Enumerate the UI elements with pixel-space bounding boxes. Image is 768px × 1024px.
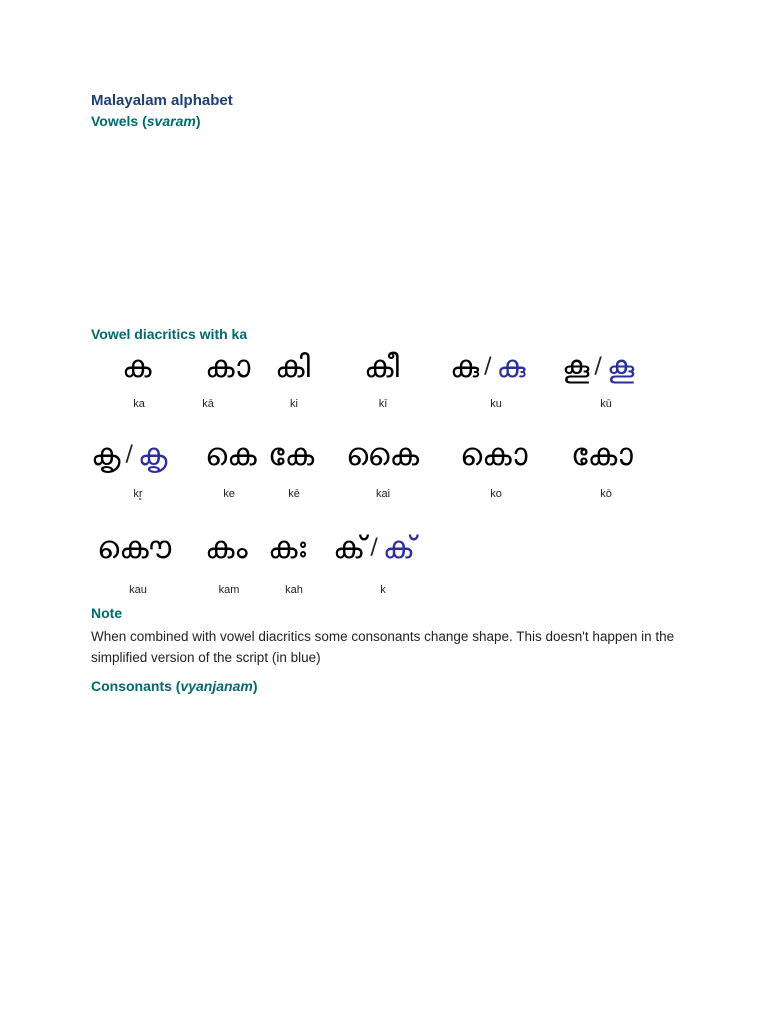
glyph-label: kā [202, 398, 214, 410]
glyph-base: ക [268, 437, 315, 473]
glyph-label: k [380, 584, 386, 596]
glyph-simplified: കൂ [606, 349, 635, 385]
consonants-heading: Consonants (vyanjanam) [91, 678, 258, 694]
glyph-separator: / [370, 535, 378, 560]
note-text: When combined with vowel diacritics some consonants change shape. This doesn't happen in the simplified version of the script (in blue) [91, 629, 675, 665]
glyph-kē [268, 437, 315, 473]
page-title: Malayalam alphabet [91, 92, 233, 109]
glyph-kū [562, 349, 635, 385]
glyph-simplified: കൃ [137, 437, 168, 473]
glyph-kam [205, 530, 248, 566]
note-heading: Note [91, 605, 123, 621]
glyph-label: ka [133, 398, 145, 410]
glyph-base: ക [571, 437, 633, 473]
glyph-label: kam [218, 584, 240, 596]
vowels-heading: Vowels (svaram) [91, 113, 201, 129]
glyph-base: ക [122, 349, 152, 385]
glyph-kī [364, 349, 400, 385]
glyph-label: ke [223, 488, 235, 500]
glyph-base: ക [346, 437, 420, 473]
glyph-base: കൃ [91, 437, 121, 473]
glyph-ki [275, 349, 311, 385]
glyph-k [333, 530, 416, 566]
glyph-label: kr̥ [133, 488, 143, 500]
glyph-base: ക [205, 349, 251, 385]
glyph-ke [205, 437, 257, 473]
glyph-kau [97, 530, 172, 566]
glyph-label: kau [129, 584, 147, 596]
glyph-simplified: കു [496, 349, 526, 385]
glyph-base: ക [268, 530, 307, 566]
glyph-base: ക [97, 530, 172, 566]
glyph-ku [450, 349, 526, 385]
glyph-base: ക [460, 437, 528, 473]
glyph-label: ku [490, 398, 502, 410]
glyph-label: kī [378, 398, 388, 410]
glyph-kō [571, 437, 633, 473]
glyph-base: ക [205, 437, 257, 473]
glyph-label: kai [375, 488, 391, 500]
glyph-label: kū [600, 398, 612, 410]
glyph-base: ക [275, 349, 311, 385]
glyph-separator: / [594, 354, 602, 379]
glyph-base: ക് [333, 530, 366, 566]
glyph-ka [122, 349, 152, 385]
glyph-kai [346, 437, 420, 473]
glyph-label: kē [288, 488, 300, 500]
glyph-label: ko [490, 488, 502, 500]
glyph-label: ki [290, 398, 298, 410]
glyph-separator: / [125, 442, 133, 467]
glyph-label: kō [600, 488, 612, 500]
glyph-simplified: ക് [382, 530, 416, 566]
glyph-base: കൂ [562, 349, 590, 385]
glyph-kah [268, 530, 307, 566]
glyph-kā [205, 349, 251, 385]
glyph-ko [460, 437, 528, 473]
glyph-kr̥ [91, 437, 168, 473]
glyph-label: kah [285, 584, 303, 596]
glyph-base: ക [205, 530, 248, 566]
diacritics-heading: Vowel diacritics with ka [91, 326, 248, 342]
glyph-base: കു [450, 349, 480, 385]
glyph-separator: / [484, 354, 492, 379]
glyph-base: ക [364, 349, 400, 385]
